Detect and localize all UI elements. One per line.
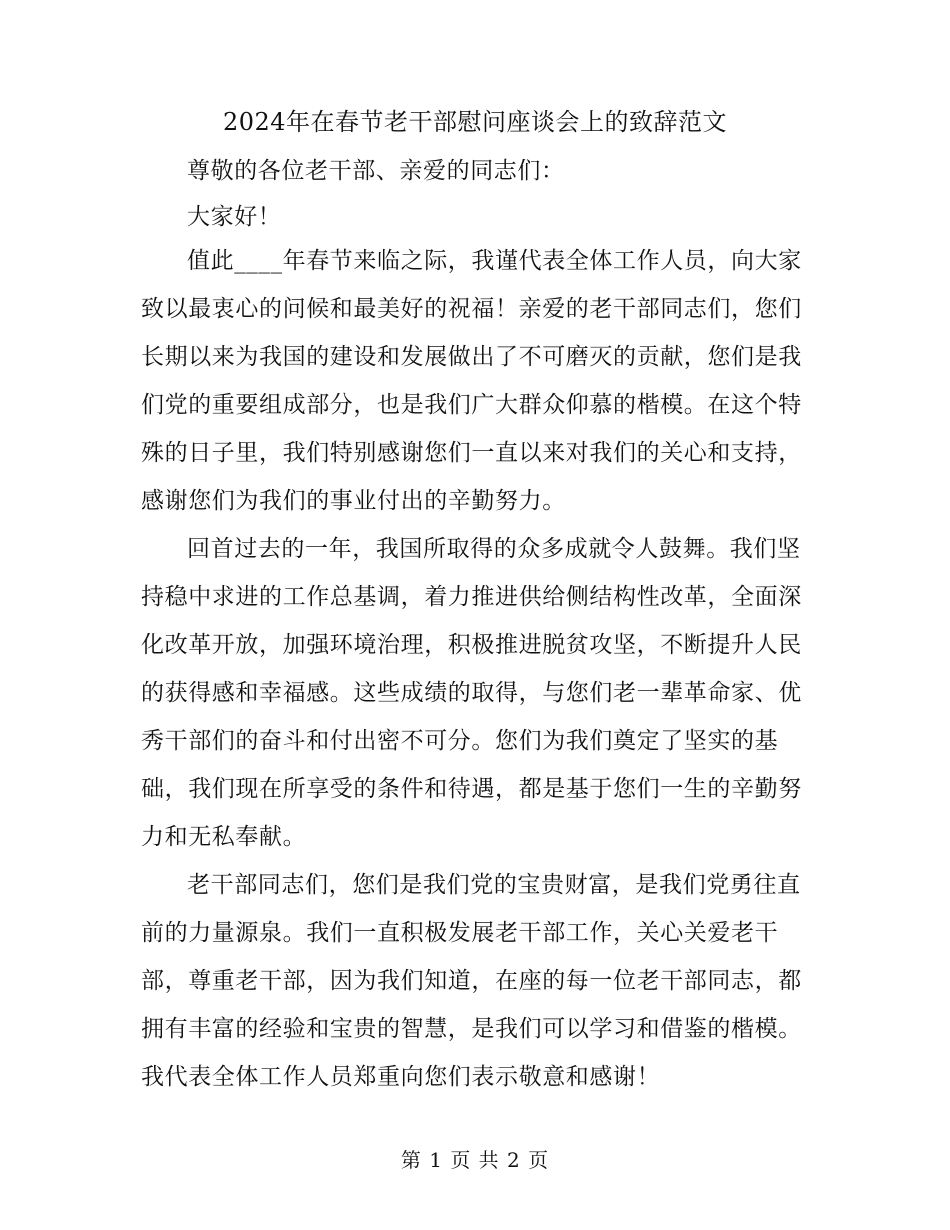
greeting: 大家好！ [187,204,282,230]
document-title: 2024年在春节老干部慰问座谈会上的致辞范文 [222,108,728,136]
salutation: 尊敬的各位老干部、亲爱的同志们： [187,158,565,184]
paragraph-2-line-1: 回首过去的一年，我国所取得的众多成就令人鼓舞。我们坚 [187,536,801,562]
paragraph-2-line-7: 力和无私奉献。 [141,824,307,850]
paragraph-2-line-3: 化改革开放，加强环境治理，积极推进脱贫攻坚，不断提升人民 [141,632,802,658]
paragraph-1-line-6: 感谢您们为我们的事业付出的辛勤努力。 [141,488,566,514]
paragraph-3-line-2: 前的力量源泉。我们一直积极发展老干部工作，关心关爱老干 [141,920,779,946]
paragraph-3-line-4: 拥有丰富的经验和宝贵的智慧，是我们可以学习和借鉴的楷模。 [141,1016,802,1042]
paragraph-1-line-2: 致以最衷心的问候和最美好的祝福！亲爱的老干部同志们，您们 [141,296,802,322]
paragraph-2-line-4: 的获得感和幸福感。这些成绩的取得，与您们老一辈革命家、优 [141,680,802,706]
page-number: 第 1 页 共 2 页 [400,1148,550,1172]
paragraph-1-line-1: 值此____年春节来临之际，我谨代表全体工作人员，向大家 [187,248,802,274]
paragraph-1-line-3: 长期以来为我国的建设和发展做出了不可磨灭的贡献，您们是我 [141,344,802,370]
paragraph-2-line-5: 秀干部们的奋斗和付出密不可分。您们为我们奠定了坚实的基 [141,728,779,754]
paragraph-1-line-4: 们党的重要组成部分，也是我们广大群众仰慕的楷模。在这个特 [141,392,802,418]
paragraph-3-line-5: 我代表全体工作人员郑重向您们表示敬意和感谢！ [141,1064,661,1090]
paragraph-3-line-3: 部，尊重老干部，因为我们知道，在座的每一位老干部同志，都 [141,968,802,994]
paragraph-2-line-6: 础，我们现在所享受的条件和待遇，都是基于您们一生的辛勤努 [141,776,802,802]
paragraph-3-line-1: 老干部同志们，您们是我们党的宝贵财富，是我们党勇往直 [187,872,801,898]
paragraph-2-line-2: 持稳中求进的工作总基调，着力推进供给侧结构性改革，全面深 [141,584,802,610]
paragraph-1-line-5: 殊的日子里，我们特别感谢您们一直以来对我们的关心和支持， [141,440,802,466]
